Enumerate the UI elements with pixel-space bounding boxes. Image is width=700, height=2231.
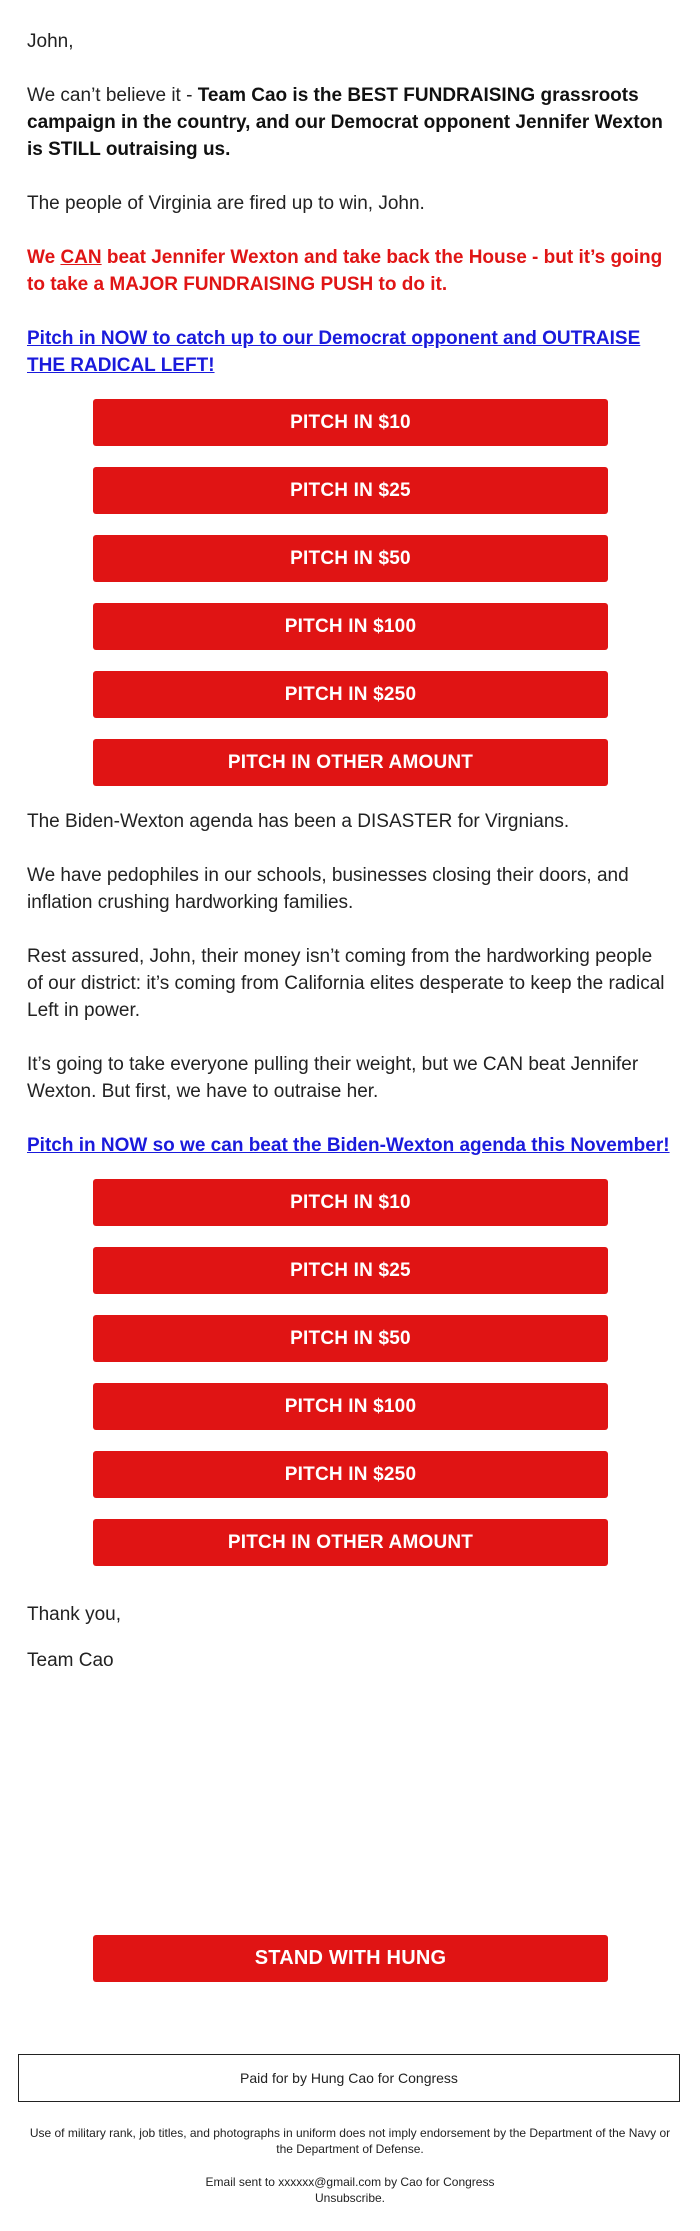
can-word: CAN <box>60 247 102 268</box>
sent-suffix: by Cao for Congress <box>381 2175 495 2189</box>
recipient-email: xxxxxx@gmail.com <box>278 2175 382 2189</box>
unsubscribe-wrap <box>27 2190 673 2206</box>
intro-lead: We can’t believe it - <box>27 85 198 106</box>
pitch-in-250-button-2[interactable]: PITCH IN $250 <box>93 1451 608 1498</box>
sent-to-line <box>27 2174 673 2190</box>
pitch-in-100-button[interactable]: PITCH IN $100 <box>93 603 608 650</box>
sent-prefix: Email sent to <box>205 2175 279 2189</box>
pitch-in-10-button[interactable]: PITCH IN $10 <box>93 399 608 446</box>
donate-link-1[interactable]: Pitch in NOW to catch up to our Democrat opponent and OUTRAISE THE RADICAL LEFT! <box>27 328 641 376</box>
paragraph-disaster: The Biden-Wexton agenda has been a DISASTER for Virgnians. <box>27 811 570 832</box>
pitch-in-25-button[interactable]: PITCH IN $25 <box>93 467 608 514</box>
signature: Team Cao <box>27 1650 114 1671</box>
greeting: John, <box>27 31 74 52</box>
paragraph-can-beat <box>27 244 673 298</box>
paragraph-virginia: The people of Virginia are fired up to win, John. <box>27 193 425 214</box>
pitch-in-250-button[interactable]: PITCH IN $250 <box>93 671 608 718</box>
pitch-in-other-button[interactable]: PITCH IN OTHER AMOUNT <box>93 739 608 786</box>
military-disclaimer: Use of military rank, job titles, and photographs in uniform does not imply endorsement by the Department of the Navy or the Department of Defense. <box>29 2126 671 2156</box>
donate-link-1-wrap <box>27 325 673 379</box>
pitch-in-25-button-2[interactable]: PITCH IN $25 <box>93 1247 608 1294</box>
paragraph-money: Rest assured, John, their money isn’t coming from the hardworking people of our district: it’s coming from California elites desperate to keep the radical Left in power. <box>27 946 665 1021</box>
intro-bold: Team Cao is the BEST FUNDRAISING grassroots campaign in the country, and our Democrat opponent Jennifer Wexton is STILL outraising us. <box>27 85 663 160</box>
can-beat-rest: beat Jennifer Wexton and take back the House - but it’s going to take a MAJOR FUNDRAISING PUSH to do it. <box>27 247 663 295</box>
pitch-in-50-button-2[interactable]: PITCH IN $50 <box>93 1315 608 1362</box>
pitch-in-100-button-2[interactable]: PITCH IN $100 <box>93 1383 608 1430</box>
paragraph-outraise: It’s going to take everyone pulling their weight, but we CAN beat Jennifer Wexton. But first, we have to outraise her. <box>27 1054 639 1102</box>
stand-with-hung-button[interactable]: STAND WITH HUNG <box>93 1935 608 1982</box>
donate-link-2-wrap <box>27 1132 673 1159</box>
pitch-in-other-button-2[interactable]: PITCH IN OTHER AMOUNT <box>93 1519 608 1566</box>
paragraph-intro <box>27 82 673 163</box>
pitch-in-50-button[interactable]: PITCH IN $50 <box>93 535 608 582</box>
closing-thanks: Thank you, <box>27 1604 121 1625</box>
can-beat-lead: We <box>27 247 61 268</box>
paid-for-box: Paid for by Hung Cao for Congress <box>18 2054 680 2102</box>
paragraph-schools: We have pedophiles in our schools, businesses closing their doors, and inflation crushing hardworking families. <box>27 865 629 913</box>
donate-link-2[interactable]: Pitch in NOW so we can beat the Biden-Wexton agenda this November! <box>27 1135 670 1156</box>
pitch-in-10-button-2[interactable]: PITCH IN $10 <box>93 1179 608 1226</box>
unsubscribe-link[interactable]: Unsubscribe. <box>314 2191 386 2205</box>
